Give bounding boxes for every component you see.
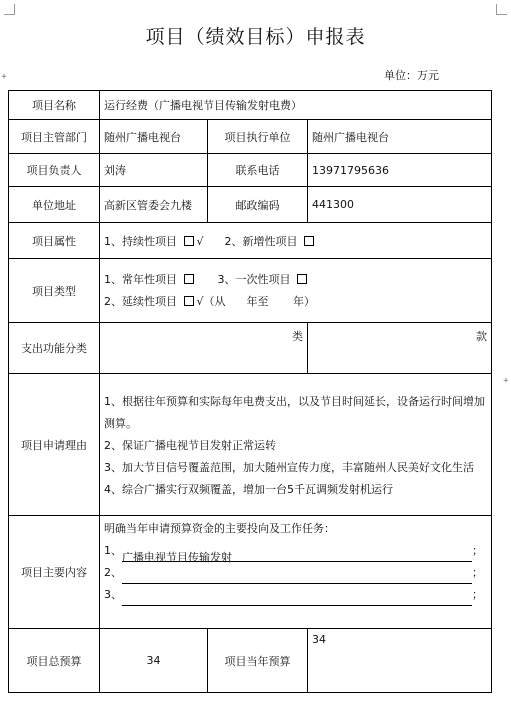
executing-unit-value[interactable]: 随州广播电视台 — [308, 120, 492, 154]
supervising-dept-value[interactable]: 随州广播电视台 — [100, 120, 208, 154]
total-budget-label: 项目总预算 — [9, 629, 100, 693]
table-row — [9, 154, 492, 187]
continuing-project-checkbox[interactable] — [184, 236, 194, 246]
extended-range-year-end: 年） — [292, 294, 315, 308]
page-title: 项目（绩效目标）申报表 — [145, 26, 366, 48]
annual-project-option: 1、常年性项目 — [104, 272, 177, 286]
project-name-value[interactable]: 运行经费（广播电视节目传输发射电费） — [100, 91, 492, 120]
table-row — [9, 516, 492, 629]
one-time-project-option: 3、一次性项目 — [217, 272, 291, 286]
table-row — [9, 259, 492, 323]
project-leader-value[interactable]: 刘涛 — [100, 154, 208, 187]
phone-label: 联系电话 — [208, 154, 308, 187]
function-class-kuan[interactable]: 款 — [308, 323, 492, 374]
table-row — [9, 120, 492, 154]
content-item-3: 3、 ； — [104, 584, 487, 606]
project-type-label: 项目类型 — [9, 259, 100, 323]
project-attribute-label: 项目属性 — [9, 223, 100, 259]
total-budget-value[interactable]: 34 — [100, 629, 208, 693]
annual-budget-label: 项目当年预算 — [208, 629, 308, 693]
project-type-options — [100, 259, 492, 323]
extended-project-checkmark: √ — [196, 294, 204, 308]
project-name-label: 项目名称 — [9, 91, 100, 120]
project-leader-label: 项目负责人 — [9, 154, 100, 187]
table-row — [9, 223, 492, 259]
page-corner-mark-top-left — [4, 4, 15, 15]
extended-project-option: 2、延续性项目 — [104, 294, 177, 308]
extended-range-from: （从 — [203, 294, 226, 308]
reason-item-4: 4、综合广播实行双频覆盖，增加一台5千瓦调频发射机运行 — [104, 482, 393, 496]
postcode-label: 邮政编码 — [208, 187, 308, 223]
application-form-table — [8, 90, 492, 693]
new-project-option: 2、新增性项目 — [224, 234, 298, 248]
reason-item-1: 1、根据往年预算和实际每年电费支出，以及节目时间延长，设备运行时间增加测算。 — [104, 394, 485, 430]
new-project-checkbox[interactable] — [304, 236, 314, 246]
application-reason-label: 项目申请理由 — [9, 374, 100, 516]
function-class-lei[interactable]: 类 — [100, 323, 308, 374]
continuing-project-checkmark: √ — [196, 234, 204, 248]
reason-item-2: 2、保证广播电视节目发射正常运转 — [104, 438, 276, 452]
main-content-text[interactable] — [100, 516, 492, 629]
annual-budget-value[interactable]: 34 — [308, 629, 492, 693]
postcode-value[interactable]: 441300 — [308, 187, 492, 223]
page-corner-mark-top-right — [496, 4, 507, 15]
continuing-project-option: 1、持续性项目 — [104, 234, 177, 248]
reason-item-3: 3、加大节目信号覆盖范围，加大随州宣传力度，丰富随州人民美好文化生活 — [104, 460, 474, 474]
table-move-handle-icon[interactable]: + — [1, 72, 7, 82]
table-row — [9, 323, 492, 374]
unit-label: 单位：万元 — [384, 69, 439, 82]
supervising-dept-label: 项目主管部门 — [9, 120, 100, 154]
content-item-1: 1、广播电视节目传输发射； — [104, 544, 483, 564]
project-attribute-options — [100, 223, 492, 259]
main-content-label: 项目主要内容 — [9, 516, 100, 629]
main-content-intro: 明确当年申请预算资金的主要投向及工作任务： — [104, 522, 335, 535]
annual-project-checkbox[interactable] — [184, 274, 194, 284]
table-row — [9, 187, 492, 223]
executing-unit-label: 项目执行单位 — [208, 120, 308, 154]
unit-address-value[interactable]: 高新区管委会九楼 — [100, 187, 208, 223]
application-reason-text[interactable] — [100, 374, 492, 516]
one-time-project-checkbox[interactable] — [297, 274, 307, 284]
extended-project-checkbox[interactable] — [184, 296, 194, 306]
content-item-2: 2、 ； — [104, 562, 487, 584]
table-row — [9, 374, 492, 516]
extended-range-year-start: 年至 — [246, 294, 269, 308]
table-row — [9, 629, 492, 693]
row-insert-handle-icon[interactable]: + — [503, 376, 509, 386]
function-classification-label: 支出功能分类 — [9, 323, 100, 374]
table-row — [9, 91, 492, 120]
unit-address-label: 单位地址 — [9, 187, 100, 223]
phone-value[interactable]: 13971795636 — [308, 154, 492, 187]
